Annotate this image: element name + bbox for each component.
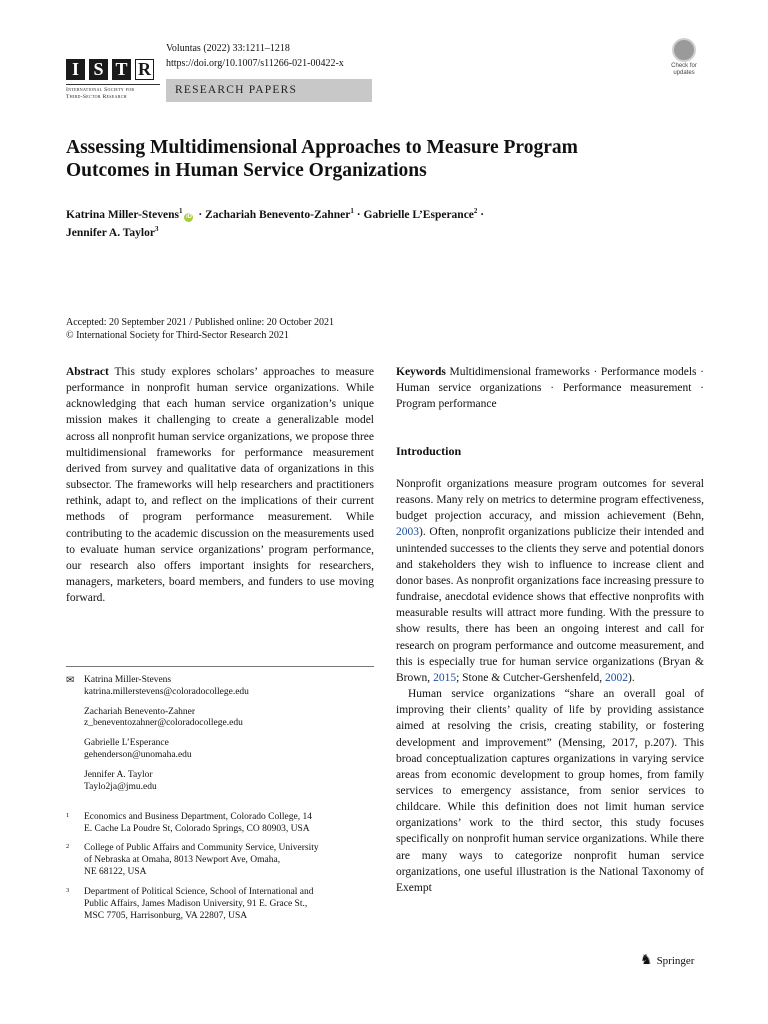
keywords-label: Keywords [396, 366, 446, 378]
affiliation-text [84, 843, 364, 878]
article-title [66, 136, 666, 182]
section-heading: Introduction [396, 444, 462, 458]
affiliation-line: E. Cache La Poudre St, Colorado Springs, CO 80903, USA [84, 823, 310, 834]
contact-email[interactable]: z_beneventozahner@coloradocollege.edu [84, 718, 243, 729]
logo-letter: I [66, 59, 85, 80]
orcid-icon[interactable]: iD [185, 213, 192, 220]
author-affiliation-mark: 3 [154, 224, 159, 233]
contact-name: Katrina Miller-Stevens [84, 675, 172, 685]
author-name[interactable]: Gabrielle L’Esperance [363, 208, 474, 221]
paragraph-text: ). [627, 671, 635, 684]
envelope-icon: ✉ [66, 675, 75, 686]
abstract [66, 364, 374, 606]
affiliation-text [84, 887, 364, 922]
check-for-updates-button[interactable] [664, 38, 704, 74]
affiliation-line: of Nebraska at Omaha, 8013 Newport Ave, Omaha, [84, 854, 281, 865]
check-updates-line: Check for [671, 63, 697, 69]
keywords-text: Multidimensional frameworks · Performance models · Human service organizations · Performance measurement · Program performance [396, 366, 704, 411]
logo-letter: R [135, 59, 154, 80]
affiliation-line: Economics and Business Department, Colorado College, 14 [84, 812, 312, 822]
contact-email[interactable]: katrina.millerstevens@coloradocollege.edu [84, 686, 249, 697]
author-separator: · [477, 208, 485, 221]
title-line: Assessing Multidimensional Approaches to Measure Program [66, 137, 578, 158]
contact-name: Jennifer A. Taylor [84, 769, 153, 780]
contact-entry [84, 707, 249, 731]
contact-email[interactable]: gehenderson@unomaha.edu [84, 749, 192, 760]
contact-entry [84, 675, 249, 699]
author-separator: · [195, 208, 206, 221]
check-updates-label [664, 63, 704, 76]
affiliation-line: NE 68122, USA [84, 866, 147, 877]
title-line: Outcomes in Human Service Organizations [66, 160, 427, 181]
citation-link[interactable]: 2002 [604, 671, 628, 684]
bookmark-icon [672, 38, 696, 62]
paragraph [396, 476, 704, 686]
istr-logo [66, 59, 154, 80]
contact-entry [84, 738, 249, 762]
doi-link[interactable]: https://doi.org/10.1007/s11266-021-00422-x [166, 58, 344, 69]
affiliation-line: MSC 7705, Harrisonburg, VA 22807, USA [84, 910, 248, 921]
publisher-name: Springer [656, 954, 695, 967]
publication-dates [66, 316, 334, 342]
affiliation-line: Public Affairs, James Madison University, 91 E. Grace St., [84, 898, 308, 909]
affiliation-number: 3 [66, 887, 70, 894]
dates-line: Accepted: 20 September 2021 / Published online: 20 October 2021 [66, 317, 335, 328]
logo-org-line: Third-Sector Research [66, 94, 127, 100]
affiliation-number: 2 [66, 843, 70, 850]
author-name[interactable]: Katrina Miller-Stevens [66, 208, 179, 221]
contact-name: Zachariah Benevento-Zahner [84, 706, 196, 717]
contact-email[interactable]: Taylo2ja@jmu.edu [84, 781, 157, 792]
check-updates-line: updates [673, 69, 695, 76]
affiliation-text [84, 812, 364, 836]
author-name[interactable]: Jennifer A. Taylor [66, 226, 155, 239]
logo-divider [66, 84, 160, 85]
citation-link[interactable]: 2003 [396, 526, 419, 539]
logo-letter: T [112, 59, 131, 80]
author-affiliation-mark: 1 [178, 207, 183, 215]
abstract-text: This study explores scholars’ approaches to measure performance in nonprofit human service organizations. While acknowledging that each human service organization’s unique mission makes it challenging to create a generalizable model across all nonprofit human service organizations, we propose three multidimensional frameworks for performance measurement derived from survey and qualitative data of organizations in this subsector. The frameworks will help researchers and practitioners rethink, adapt to, and reflect on the implications of their current methods of program performance measurement. While contributing to the academic discussion on the measurements used to evaluate human service organizations’ program performance, our research also offers important insights for researchers, managers, marketers, board members, and funders to use moving forward. [66, 366, 374, 605]
springer-horse-icon: ♞ [640, 953, 653, 968]
author-separator: · [353, 208, 364, 221]
logo-letter: S [89, 59, 108, 80]
publisher-logo [640, 952, 694, 969]
journal-info [166, 41, 344, 71]
paragraph: Human service organizations “share an overall goal of improving their clients’ quality of life by providing assistance aimed at resolving the crisis, creating stability, or fostering development and improvement” (Mensing, 2017, p.207). This broad conceptualization captures organizations in varying service areas from economic development to group homes, from family services to emergency assistance, from senior services to childcare. While this definition does not limit human service organizations’ work to the third sector, this study focuses specifically on nonprofit human service organizations. While there are many ways to categorize nonprofit human service organizations, one useful illustration is the National Taxonomy of Exempt [396, 688, 704, 894]
footnote-divider [66, 666, 374, 667]
paragraph-text: ). Often, nonprofit organizations publicize their intended and unintended successes to the clients they serve and potential donors and stakeholders they wish to influence to increase client and donor bases. As nonprofit organizations face increasing pressure to fundraise, anecdotal evidence shows that effective nonprofits with measurable results will attract more funding. With the pressure to show results, there has been an ongoing interest and call for research on program performance and outcome measurement, and this is especially true for human service organizations (Bryan & Brown, [396, 526, 704, 684]
author-affiliation-mark: 1 [350, 207, 354, 215]
introduction-body [396, 476, 704, 896]
contact-name: Gabrielle L’Esperance [84, 738, 169, 749]
affiliation-number: 1 [66, 812, 70, 819]
author-list [66, 204, 706, 240]
logo-org-name [66, 87, 134, 101]
paragraph-text: Nonprofit organizations measure program outcomes for several reasons. Many rely on metrics to determine program effectiveness, budget projection accuracy, and mission achievement (Behn, [396, 478, 704, 523]
copyright-line: © International Society for Third-Sector Research 2021 [66, 330, 289, 341]
author-affiliation-mark: 2 [473, 207, 478, 215]
affiliation-line: Department of Political Science, School of International and [84, 887, 314, 897]
author-name[interactable]: Zachariah Benevento-Zahner [205, 208, 351, 221]
affiliation-line: College of Public Affairs and Community Service, University [84, 843, 319, 853]
journal-citation: Voluntas (2022) 33:1211–1218 [166, 43, 290, 54]
contact-list [84, 675, 249, 801]
logo-org-line: International Society for [66, 87, 135, 93]
paragraph-text: ; Stone & Cutcher-Gershenfeld, [456, 671, 605, 684]
section-label: RESEARCH PAPERS [175, 84, 298, 96]
contact-entry [84, 770, 249, 794]
abstract-label: Abstract [66, 366, 109, 378]
citation-link[interactable]: 2015 [433, 671, 457, 684]
keywords [396, 364, 704, 412]
